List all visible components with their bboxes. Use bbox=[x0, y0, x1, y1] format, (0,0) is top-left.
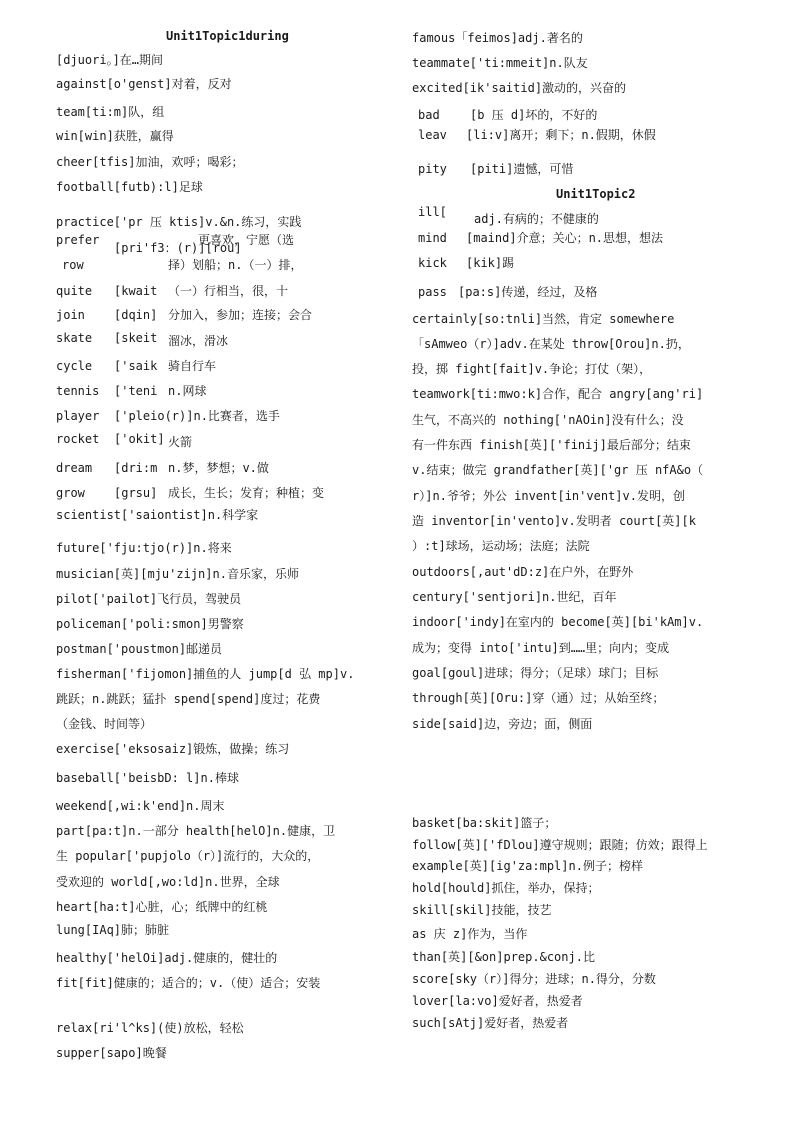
vocab-line: r）]n.爷爷；外公 invent[in'vent]v.发明，创 bbox=[412, 489, 685, 503]
vocab-word: skate bbox=[56, 331, 93, 345]
vocab-phonetic: [dqin] bbox=[114, 308, 158, 322]
vocab-meaning: 成长，生长；发育；种植；变 bbox=[168, 486, 325, 500]
vocab-meaning: 骑自行车 bbox=[168, 359, 217, 373]
vocab-phonetic: ['teni bbox=[114, 384, 158, 398]
vocab-line: pilot['pailot]飞行员，驾驶员 bbox=[56, 592, 242, 606]
vocab-line: than[英][&on]prep.&conj.比 bbox=[412, 950, 595, 964]
vocab-entry: ['pleio(r)]n.比赛者，选手 bbox=[114, 409, 280, 423]
vocab-word: cycle bbox=[56, 359, 93, 373]
vocab-line: supper[sapo]晚餐 bbox=[56, 1046, 167, 1060]
vocab-line: 生 popular['pupjolo（r）]流行的，大众的， bbox=[56, 849, 320, 863]
vocab-word: dream bbox=[56, 461, 93, 475]
vocab-line: skill[skil]技能，技艺 bbox=[412, 903, 552, 917]
vocab-line: score[sky（r）]得分；进球；n.得分，分数 bbox=[412, 972, 656, 986]
vocab-meaning: 择）划船；n.（一）排， bbox=[168, 258, 303, 272]
vocab-line: goal[goul]进球；得分；（足球）球门；目标 bbox=[412, 666, 659, 680]
vocab-word: row bbox=[62, 258, 84, 272]
vocab-line: policeman['poli:smon]男警察 bbox=[56, 617, 244, 631]
vocab-line: 造 inventor[in'vento]v.发明者 court[英][k bbox=[412, 514, 696, 528]
vocab-line: famous「feimos]adj.著名的 bbox=[412, 31, 583, 45]
vocab-line: （金钱、时间等） bbox=[56, 717, 153, 731]
vocab-meaning: [pa:s]传递，经过，及格 bbox=[458, 285, 598, 299]
unit-heading: Unit1Topic1during bbox=[166, 29, 289, 43]
vocab-line: relax[ri'l^ks](使)放松，轻松 bbox=[56, 1021, 244, 1035]
vocab-meaning: 更喜欢，宁愿（选 bbox=[198, 233, 295, 247]
vocab-phonetic: ['okit] bbox=[114, 432, 165, 446]
vocab-line: teammate['ti:mmeit]n.队友 bbox=[412, 56, 588, 70]
vocab-line: postman['poustmon]邮递员 bbox=[56, 642, 223, 656]
vocab-line: cheer[tfis]加油，欢呼；喝彩； bbox=[56, 155, 244, 169]
vocab-meaning: adj.有病的；不健康的 bbox=[474, 212, 599, 226]
vocab-line: [djuori。]在…期间 bbox=[56, 53, 164, 67]
vocab-line: practice['pr 压 ktis]v.&n.练习，实践 bbox=[56, 215, 302, 229]
unit-heading: Unit1Topic2 bbox=[556, 187, 636, 201]
vocab-phonetic: [grsu] bbox=[114, 486, 158, 500]
vocab-line: 有一件东西 finish[英]['finij]最后部分；结束 bbox=[412, 438, 691, 452]
vocab-line: ）:t]球场，运动场；法庭；法院 bbox=[412, 539, 590, 553]
vocab-line: 跳跃；n.跳跃；猛扑 spend[spend]度过；花费 bbox=[56, 692, 321, 706]
vocab-line: healthy['helOi]adj.健康的，健壮的 bbox=[56, 951, 278, 965]
vocab-word: ill[ bbox=[418, 205, 447, 219]
vocab-line: such[sAtj]爱好者，热爱者 bbox=[412, 1016, 569, 1030]
vocab-line: lover[la:vo]爱好者，热爱者 bbox=[412, 994, 583, 1008]
vocab-line: side[said]边，旁边；面，侧面 bbox=[412, 717, 593, 731]
vocab-line: indoor['indy]在室内的 become[英][bi'kAm]v. bbox=[412, 615, 704, 629]
vocab-line: team[ti:m]队，组 bbox=[56, 105, 165, 119]
vocab-line: against[o'genst]对着，反对 bbox=[56, 77, 232, 91]
vocab-word: rocket bbox=[56, 432, 100, 446]
vocab-line: example[英][ig'za:mpl]n.例子；榜样 bbox=[412, 859, 643, 873]
vocab-line: excited[ik'saitid]激动的，兴奋的 bbox=[412, 81, 627, 95]
vocab-line: 生气，不高兴的 nothing['nAOin]没有什么；没 bbox=[412, 413, 684, 427]
vocab-line: musician[英][mju'zijn]n.音乐家，乐师 bbox=[56, 567, 299, 581]
vocab-line: outdoors[,aut'dD:z]在户外，在野外 bbox=[412, 565, 634, 579]
vocab-line: lung[IAq]肺；肺脏 bbox=[56, 923, 170, 937]
vocab-word: bad bbox=[418, 108, 440, 122]
vocab-line: follow[英]['fDlou]遵守规则；跟随；仿效；跟得上 bbox=[412, 838, 708, 852]
vocab-word: pity bbox=[418, 162, 447, 176]
vocab-meaning: n.梦，梦想；v.做 bbox=[168, 461, 269, 475]
vocab-line: baseball['beisbD: l]n.棒球 bbox=[56, 771, 239, 785]
vocab-line: exercise['eksosaiz]锻炼，做操；练习 bbox=[56, 742, 290, 756]
vocab-line: weekend[,wi:k'end]n.周末 bbox=[56, 799, 225, 813]
vocab-word: join bbox=[56, 308, 85, 322]
vocab-word: pass bbox=[418, 285, 447, 299]
vocab-line: century['sentjori]n.世纪，百年 bbox=[412, 590, 617, 604]
vocab-phonetic: [kwait bbox=[114, 284, 158, 298]
vocab-meaning: 火箭 bbox=[168, 435, 193, 449]
vocab-line: 投，掷 fight[fait]v.争论；打仗（架）， bbox=[412, 362, 652, 376]
vocab-word: leav bbox=[418, 128, 447, 142]
vocab-word: grow bbox=[56, 486, 85, 500]
vocab-meaning: [kik]踢 bbox=[466, 256, 515, 270]
vocab-line: v.结束；做完 grandfather[英]['gr 压 nfA&o（ bbox=[412, 463, 704, 477]
vocab-meaning: [li:v]离开；剩下；n.假期，休假 bbox=[466, 128, 656, 142]
vocab-line: as 庆 z]作为，当作 bbox=[412, 927, 528, 941]
vocab-line: through[英][Oru:]穿（通）过；从始至终； bbox=[412, 691, 665, 705]
vocab-word: quite bbox=[56, 284, 93, 298]
vocab-line: basket[ba:skit]篮子； bbox=[412, 816, 557, 830]
vocab-word: player bbox=[56, 409, 100, 423]
vocab-line: win[win]获胜，赢得 bbox=[56, 129, 174, 143]
vocab-line: fisherman['fijomon]捕鱼的人 jump[d 弘 mp]v. bbox=[56, 667, 355, 681]
vocab-word: prefer bbox=[56, 233, 100, 247]
vocab-phonetic: [dri:m bbox=[114, 461, 158, 475]
vocab-phonetic: [pri'f3：(r)][rou] bbox=[114, 241, 242, 255]
vocab-meaning: 溜冰，滑冰 bbox=[168, 334, 229, 348]
vocab-line: 受欢迎的 world[,wo:ld]n.世界，全球 bbox=[56, 875, 280, 889]
vocab-meaning: n.网球 bbox=[168, 384, 207, 398]
vocab-meaning: 分加入，参加；连接；会合 bbox=[168, 308, 313, 322]
vocab-word: kick bbox=[418, 256, 447, 270]
vocab-meaning: （一）行相当，很，十 bbox=[168, 284, 289, 298]
vocab-meaning: [b 压 d]坏的，不好的 bbox=[470, 108, 598, 122]
vocab-word: tennis bbox=[56, 384, 100, 398]
vocab-line: part[pa:t]n.一部分 health[helO]n.健康，卫 bbox=[56, 824, 336, 838]
vocab-meaning: [piti]遗憾，可惜 bbox=[470, 162, 574, 176]
vocab-line: heart[ha:t]心脏，心；纸牌中的红桃 bbox=[56, 900, 268, 914]
vocab-phonetic: ['saik bbox=[114, 359, 158, 373]
vocab-line: football[futb):l]足球 bbox=[56, 180, 203, 194]
vocab-line: 「sAmweo（r）]adv.在某处 throw[Orou]n.扔， bbox=[412, 337, 690, 351]
vocab-line: hold[hould]抓住，举办，保持； bbox=[412, 881, 600, 895]
vocab-line: 成为；变得 into['intu]到……里；向内；变成 bbox=[412, 641, 670, 655]
vocab-line: teamwork[ti:mwo:k]合作，配合 angry[ang'ri] bbox=[412, 387, 704, 401]
vocab-line: future['fju:tjo(r)]n.将来 bbox=[56, 541, 232, 555]
vocab-meaning: [maind]介意；关心；n.思想，想法 bbox=[466, 231, 664, 245]
vocab-line: certainly[so:tnli]当然，肯定 somewhere bbox=[412, 312, 675, 326]
vocab-phonetic: [skeit bbox=[114, 331, 158, 345]
vocab-line: scientist['saiontist]n.科学家 bbox=[56, 508, 259, 522]
vocab-line: fit[fit]健康的；适合的；v.（使）适合；安装 bbox=[56, 976, 321, 990]
vocab-word: mind bbox=[418, 231, 447, 245]
